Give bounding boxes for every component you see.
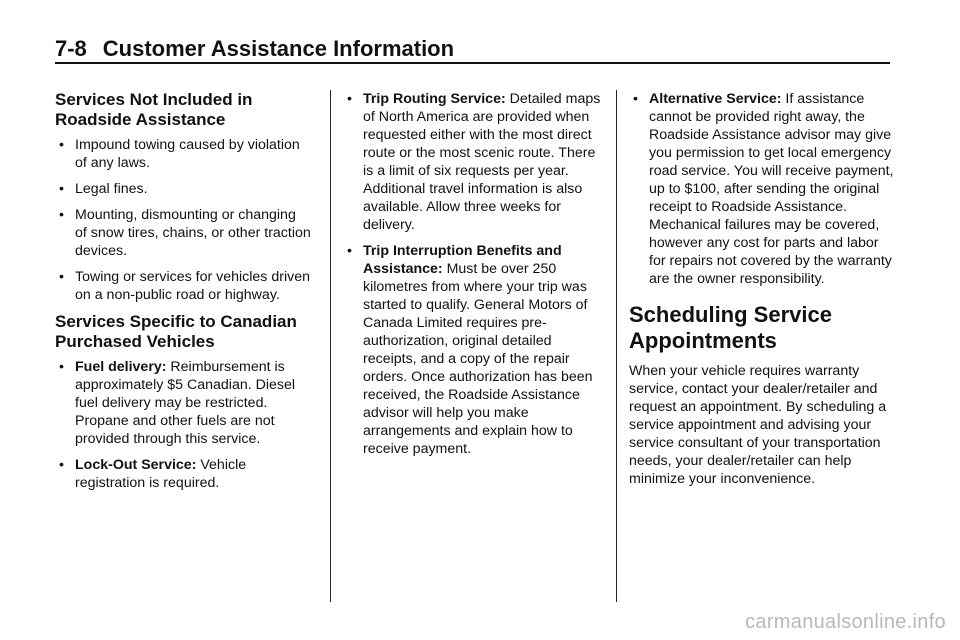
item-term: Trip Routing Service: — [363, 91, 506, 107]
column-divider-1 — [330, 90, 331, 602]
item-text: Must be over 250 kilometres from where your trip was started to qualify. General Motors of Canada Limited requires pre-authorization, original detailed receipts, and a copy of the repair orders. Once authorization has been received, the Roadside Assistance advisor will help you make arrangements and explain how to receive payment. — [363, 261, 593, 457]
list-item — [343, 242, 605, 458]
item-term: Lock-Out Service: — [75, 457, 197, 473]
item-term: Fuel delivery: — [75, 359, 167, 375]
page-number: 7-8 — [55, 36, 87, 61]
not-included-list — [55, 136, 311, 304]
item-term: Trip Interruption Benefits and Assistance: — [363, 243, 562, 277]
column-3 — [629, 90, 894, 488]
list-item — [55, 456, 311, 492]
page-header — [55, 36, 890, 62]
item-term: Alternative Service: — [649, 91, 782, 107]
column-1 — [55, 90, 311, 500]
list-item — [343, 90, 605, 234]
column-divider-2 — [616, 90, 617, 602]
canadian-list-part-1 — [55, 358, 311, 492]
section-title-canadian: Services Specific to Canadian Purchased Vehicles — [55, 312, 297, 351]
item-text: Reimbursement is approximately $5 Canadian. Diesel fuel delivery may be restricted. Propane and other fuels are not provided through this service. — [75, 359, 296, 447]
canadian-list-part-2 — [343, 90, 605, 458]
section-title-scheduling: Scheduling Service Appointments — [629, 302, 832, 353]
scheduling-body: When your vehicle requires warranty service, contact your dealer/retailer and request an appointment. By scheduling a service appointment and advising your service consultant of your transportation needs, your dealer/retailer can help minimize your inconvenience. — [629, 363, 887, 487]
list-item: • Mounting, dismounting or changing of snow tires, chains, or other traction devices. — [55, 206, 311, 260]
header-rule — [55, 62, 890, 64]
canadian-list-part-3 — [629, 90, 894, 288]
watermark: carmanualsonline.info — [745, 611, 946, 633]
item-text: Detailed maps of North America are provided when requested either with the most direct route or the most scenic route. There is a limit of six requests per year. Additional travel information is also available. Allow three weeks for delivery. — [363, 91, 601, 233]
list-item: • Impound towing caused by violation of any laws. — [55, 136, 311, 172]
list-item: • Legal fines. — [55, 180, 311, 198]
section-title-not-included: Services Not Included in Roadside Assistance — [55, 90, 253, 129]
item-text: Vehicle registration is required. — [75, 457, 247, 491]
list-item — [55, 358, 311, 448]
list-item — [629, 90, 894, 288]
column-2 — [343, 90, 605, 466]
item-text: If assistance cannot be provided right away, the Roadside Assistance advisor may give you permission to get local emergency road service. You will receive payment, up to $100, after sending the original receipt to Roadside Assistance. Mechanical failures may be covered, however any cost for parts and labor for repairs not covered by the warranty are the owner responsibility. — [649, 91, 894, 287]
chapter-title: Customer Assistance Information — [102, 36, 455, 61]
list-item: • Towing or services for vehicles driven on a non-public road or highway. — [55, 268, 311, 304]
